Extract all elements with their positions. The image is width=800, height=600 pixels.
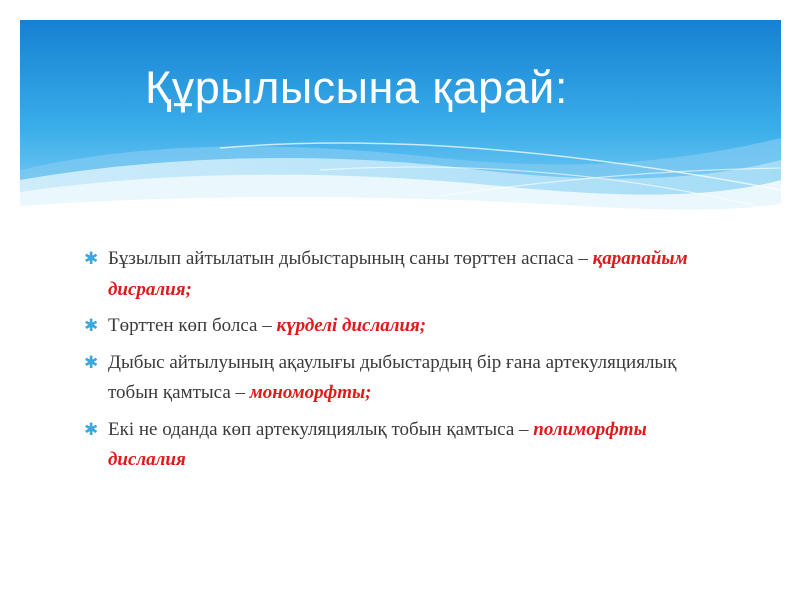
- header-banner: [20, 20, 781, 218]
- list-item: [82, 415, 722, 476]
- slide: [20, 20, 781, 590]
- asterisk-bullet-icon: ✱: [84, 316, 99, 336]
- bullet-text: Төрттен көп болса –: [108, 315, 277, 336]
- bullet-text: Бұзылып айтылатын дыбыстарының саны төрттен аспаса –: [108, 248, 593, 269]
- asterisk-bullet-icon: ✱: [84, 419, 99, 440]
- list-item: [82, 348, 722, 409]
- asterisk-bullet-icon: ✱: [84, 249, 99, 269]
- bullet-emphasis: күрделі дислалия;: [276, 315, 427, 336]
- bullet-emphasis: мономорфты;: [249, 382, 372, 403]
- bullet-text: Екі не оданда көп артекуляциялық тобын қамтыса –: [108, 418, 534, 440]
- slide-title: Құрылысына қарай:: [145, 62, 568, 113]
- list-item: [82, 244, 722, 305]
- bullet-emphasis: полиморфты дислалия: [108, 418, 647, 470]
- wave-background: [20, 20, 781, 218]
- asterisk-bullet-icon: ✱: [84, 352, 99, 373]
- list-item: [82, 311, 722, 342]
- bullet-emphasis: қарапайым дисралия;: [108, 248, 688, 300]
- bullet-text: Дыбыс айтылуының ақаулығы дыбыстардың бір ғана артекуляциялық тобын қамтыса –: [108, 351, 677, 403]
- bullet-list: [82, 244, 722, 482]
